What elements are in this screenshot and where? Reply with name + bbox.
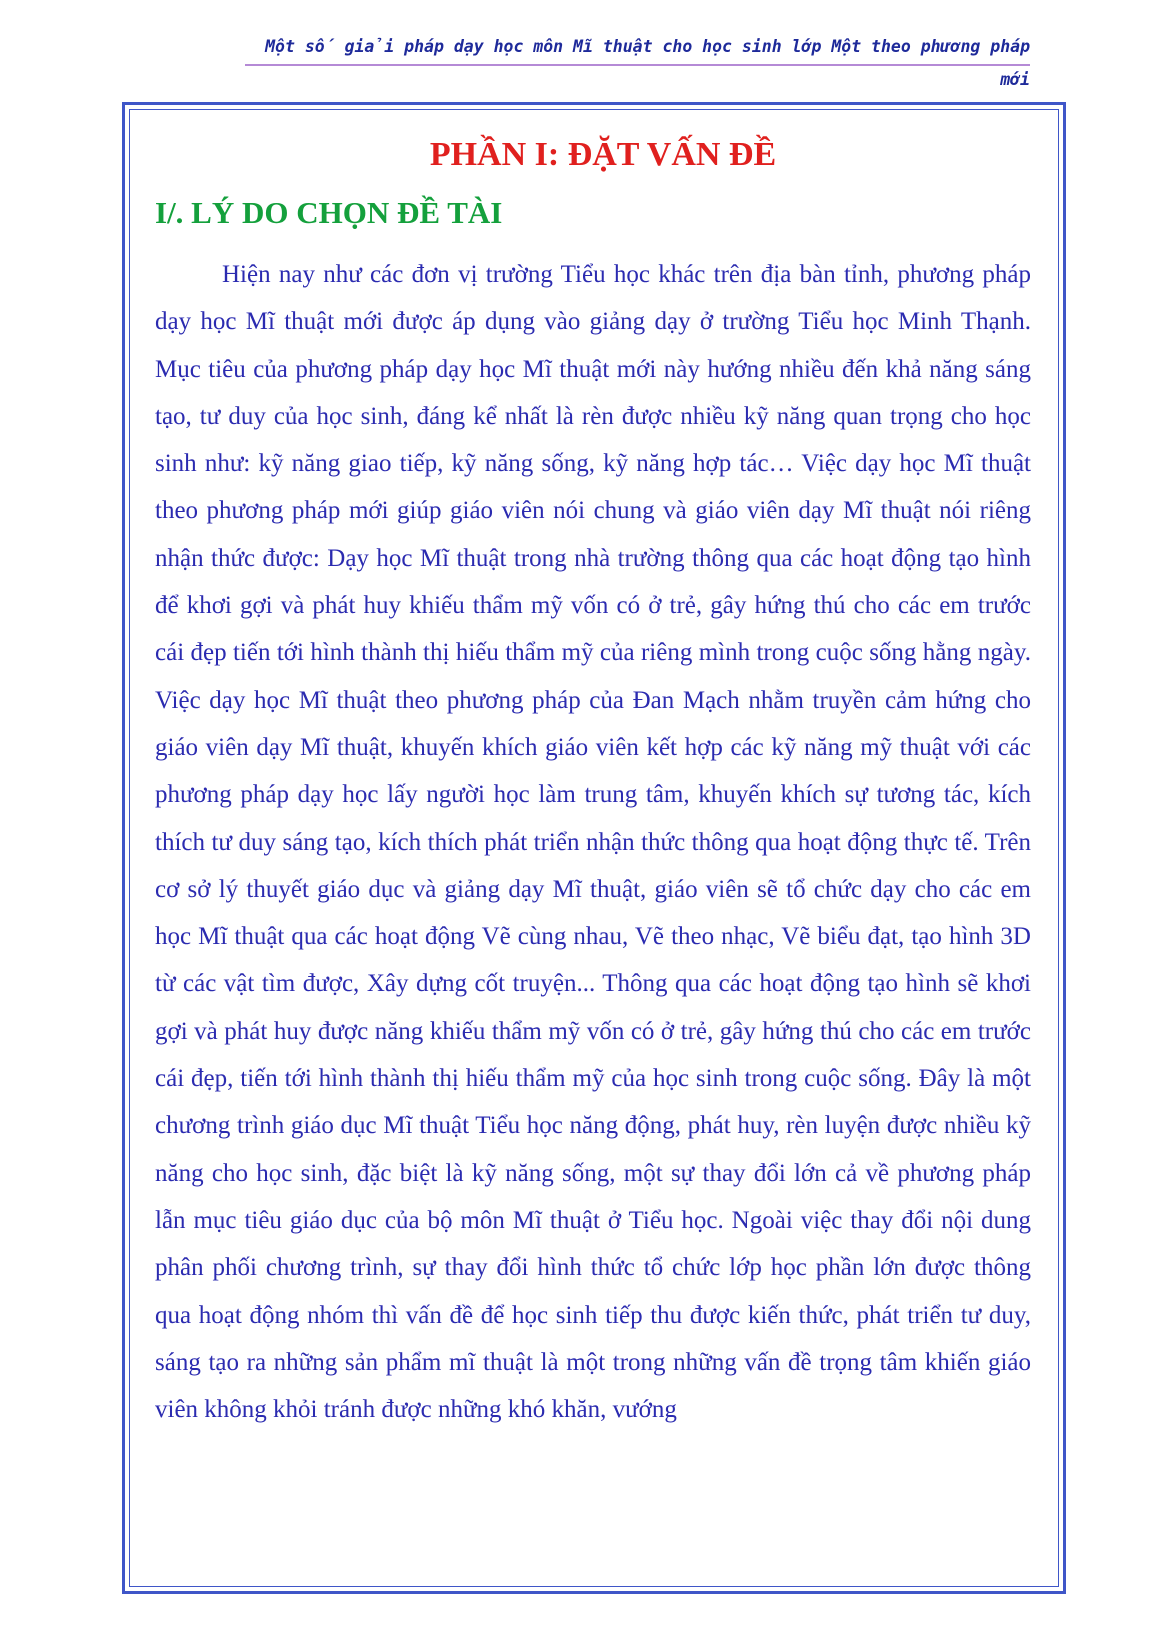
page-content <box>155 130 1031 1433</box>
part-title: PHẦN I: ĐẶT VẤN ĐỀ <box>429 136 777 173</box>
body-paragraph: Hiện nay như các đơn vị trường Tiểu học khác trên địa bàn tỉnh, phương pháp dạy học Mĩ thuật mới được áp dụng vào giảng dạy ở trường Tiểu học Minh Thạnh. Mục tiêu của phương pháp dạy học Mĩ thuật mới này hướng nhiều đến khả năng sáng tạo, tư duy của học sinh, đáng kể nhất là rèn được nhiều kỹ năng quan trọng cho học sinh như: kỹ năng giao tiếp, kỹ năng sống, kỹ năng hợp tác… Việc dạy học Mĩ thuật theo phương pháp mới giúp giáo viên nói chung và giáo viên dạy Mĩ thuật nói riêng nhận thức được: Dạy học Mĩ thuật trong nhà trường thông qua các hoạt động tạo hình để khơi gợi và phát huy khiếu thẩm mỹ vốn có ở trẻ, gây hứng thú cho các em trước cái đẹp tiến tới hình thành thị hiếu thẩm mỹ của riêng mình trong cuộc sống hằng ngày. Việc dạy học Mĩ thuật theo phương pháp của Đan Mạch nhằm truyền cảm hứng cho giáo viên dạy Mĩ thuật, khuyến khích giáo viên kết hợp các kỹ năng mỹ thuật với các phương pháp dạy học lấy người học làm trung tâm, khuyến khích sự tương tác, kích thích tư duy sáng tạo, kích thích phát triển nhận thức thông qua hoạt động thực tế. Trên cơ sở lý thuyết giáo dục và giảng dạy Mĩ thuật, giáo viên sẽ tổ chức dạy cho các em học Mĩ thuật qua các hoạt động Vẽ cùng nhau, Vẽ theo nhạc, Vẽ biểu đạt, tạo hình 3D từ các vật tìm được, Xây dựng cốt truyện... Thông qua các hoạt động tạo hình sẽ khơi gợi và phát huy được năng khiếu thẩm mỹ vốn có ở trẻ, gây hứng thú cho các em trước cái đẹp, tiến tới hình thành thị hiếu thẩm mỹ của học sinh trong cuộc sống. Đây là một chương trình giáo dục Mĩ thuật Tiểu học năng động, phát huy, rèn luyện được nhiều kỹ năng cho học sinh, đặc biệt là kỹ năng sống, một sự thay đổi lớn cả về phương pháp lẫn mục tiêu giáo dục của bộ môn Mĩ thuật ở Tiểu học. Ngoài việc thay đổi nội dung phân phối chương trình, sự thay đổi hình thức tổ chức lớp học phần lớn được thông qua hoạt động nhóm thì vấn đề để học sinh tiếp thu được kiến thức, phát triển tư duy, sáng tạo ra những sản phẩm mĩ thuật là một trong những vấn đề trọng tâm khiến giáo viên không khỏi tránh được những khó khăn, vướng <box>155 261 1031 1424</box>
header-rule <box>245 64 1030 66</box>
running-header <box>140 30 1030 96</box>
running-header-line-1: Một số giải pháp dạy học môn Mĩ thuật cho học sinh lớp Một theo phương pháp <box>265 37 1030 56</box>
running-header-line-2: mới <box>1000 70 1030 89</box>
section-title: I/. LÝ DO CHỌN ĐỀ TÀI <box>155 195 503 230</box>
